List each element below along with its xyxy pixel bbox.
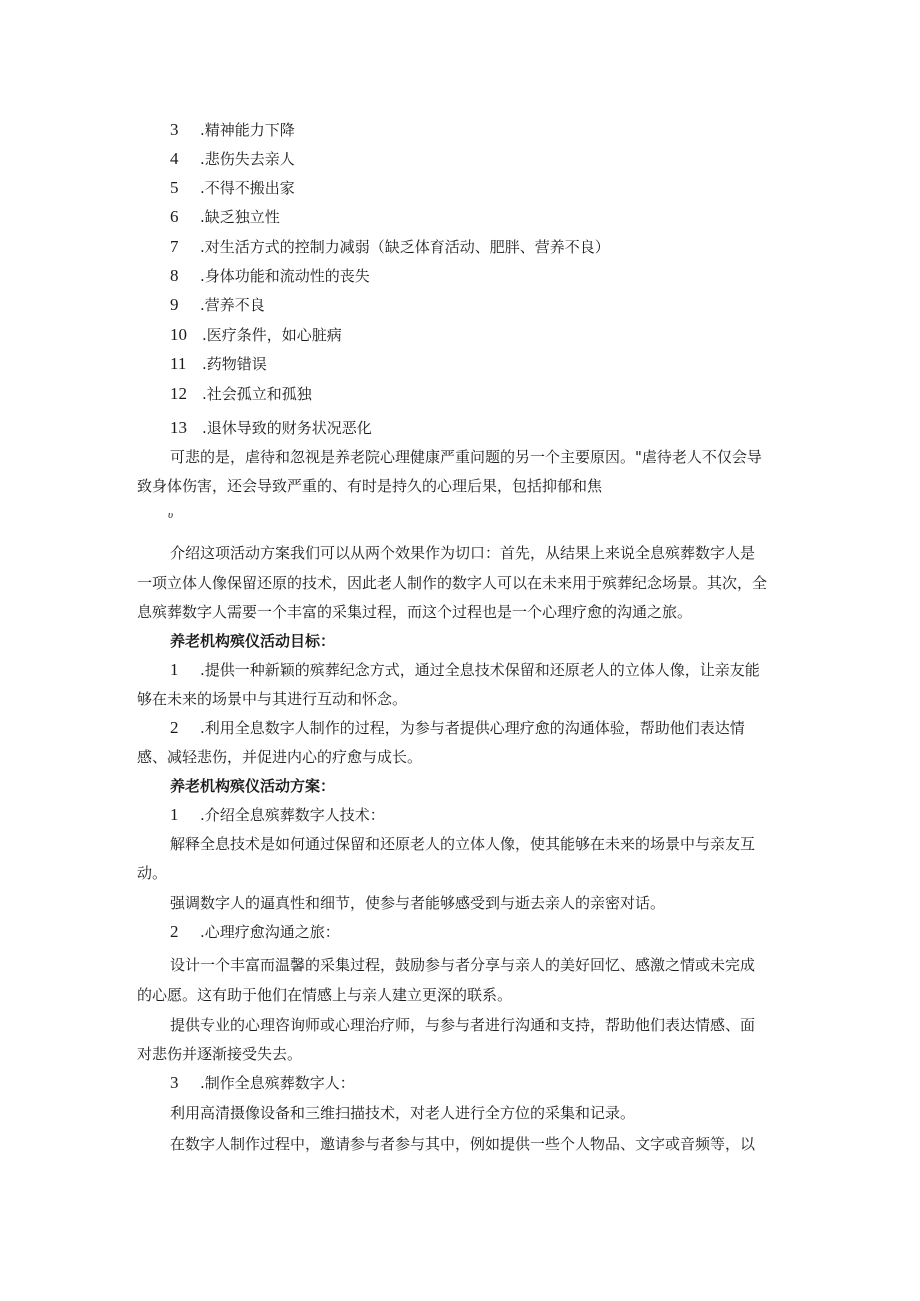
paragraph-line: 解释全息技术是如何通过保留和还原老人的立体人像，使其能够在未来的场景中与亲友互 (170, 835, 756, 853)
paragraph-line: 动。 (137, 864, 168, 882)
paragraph-line: 介绍这项活动方案我们可以从两个效果作为切口：首先，从结果上来说全息殡葬数字人是 (170, 544, 756, 562)
paragraph-line: 息殡葬数字人需要一个丰富的采集过程，而这个过程也是一个心理疗愈的沟通之旅。 (137, 603, 693, 621)
paragraph-line: 够在未来的场景中与其进行互动和怀念。 (137, 690, 408, 708)
list-item: 5 .不得不搬出家 (170, 178, 295, 197)
section-heading-goals: 养老机构殡仪活动目标： (170, 632, 336, 650)
list-item: 12 .社会孤立和孤独 (170, 384, 312, 403)
list-item: 7 .对生活方式的控制力减弱（缺乏体育活动、肥胖、营养不良） (170, 237, 610, 256)
plan-step: 3 .制作全息殡葬数字人： (170, 1073, 355, 1092)
goal-item: 2 .利用全息数字人制作的过程，为参与者提供心理疗愈的沟通体验，帮助他们表达情 (170, 718, 745, 737)
paragraph-line: 对悲伤并逐渐接受失去。 (137, 1045, 303, 1063)
list-item: 11 .药物错误 (170, 354, 267, 373)
paragraph-line: 可悲的是，虐待和忽视是养老院心理健康严重问题的另一个主要原因。"虐待老人不仅会导 (170, 448, 762, 466)
list-item: 13 .退休导致的财务状况恶化 (170, 418, 372, 437)
stray-mark: υ (168, 509, 174, 521)
paragraph-line: 一项立体人像保留还原的技术，因此老人制作的数字人可以在未来用于殡葬纪念场景。其次，全 (137, 574, 768, 592)
paragraph-line: 利用高清摄像设备和三维扫描技术，对老人进行全方位的采集和记录。 (170, 1104, 636, 1122)
paragraph-line: 在数字人制作过程中，邀请参与者参与其中，例如提供一些个人物品、文字或音频等，以 (170, 1135, 756, 1153)
list-item: 4 .悲伤失去亲人 (170, 149, 295, 168)
list-item: 10 .医疗条件，如心脏病 (170, 325, 342, 344)
list-item: 9 .营养不良 (170, 295, 265, 314)
paragraph-line: 提供专业的心理咨询师或心理治疗师，与参与者进行沟通和支持，帮助他们表达情感、面 (170, 1016, 756, 1034)
paragraph-line: 感、减轻悲伤，并促进内心的疗愈与成长。 (137, 748, 423, 766)
paragraph-line: 强调数字人的逼真性和细节，使参与者能够感受到与逝去亲人的亲密对话。 (170, 894, 666, 912)
list-item: 3 .精神能力下降 (170, 120, 295, 139)
paragraph-line: 设计一个丰富而温馨的采集过程，鼓励参与者分享与亲人的美好回忆、感激之情或未完成 (170, 956, 756, 974)
paragraph-line: 的心愿。这有助于他们在情感上与亲人建立更深的联系。 (137, 986, 513, 1004)
goal-item: 1 .提供一种新颖的殡葬纪念方式，通过全息技术保留和还原老人的立体人像，让亲友能 (170, 660, 760, 679)
list-item: 6 .缺乏独立性 (170, 207, 280, 226)
paragraph-line: 致身体伤害，还会导致严重的、有时是持久的心理后果，包括抑郁和焦 (137, 477, 603, 495)
plan-step: 2 .心理疗愈沟通之旅： (170, 922, 340, 941)
section-heading-plan: 养老机构殡仪活动方案： (170, 777, 336, 795)
plan-step: 1 .介绍全息殡葬数字人技术： (170, 805, 385, 824)
list-item: 8 .身体功能和流动性的丧失 (170, 266, 370, 285)
